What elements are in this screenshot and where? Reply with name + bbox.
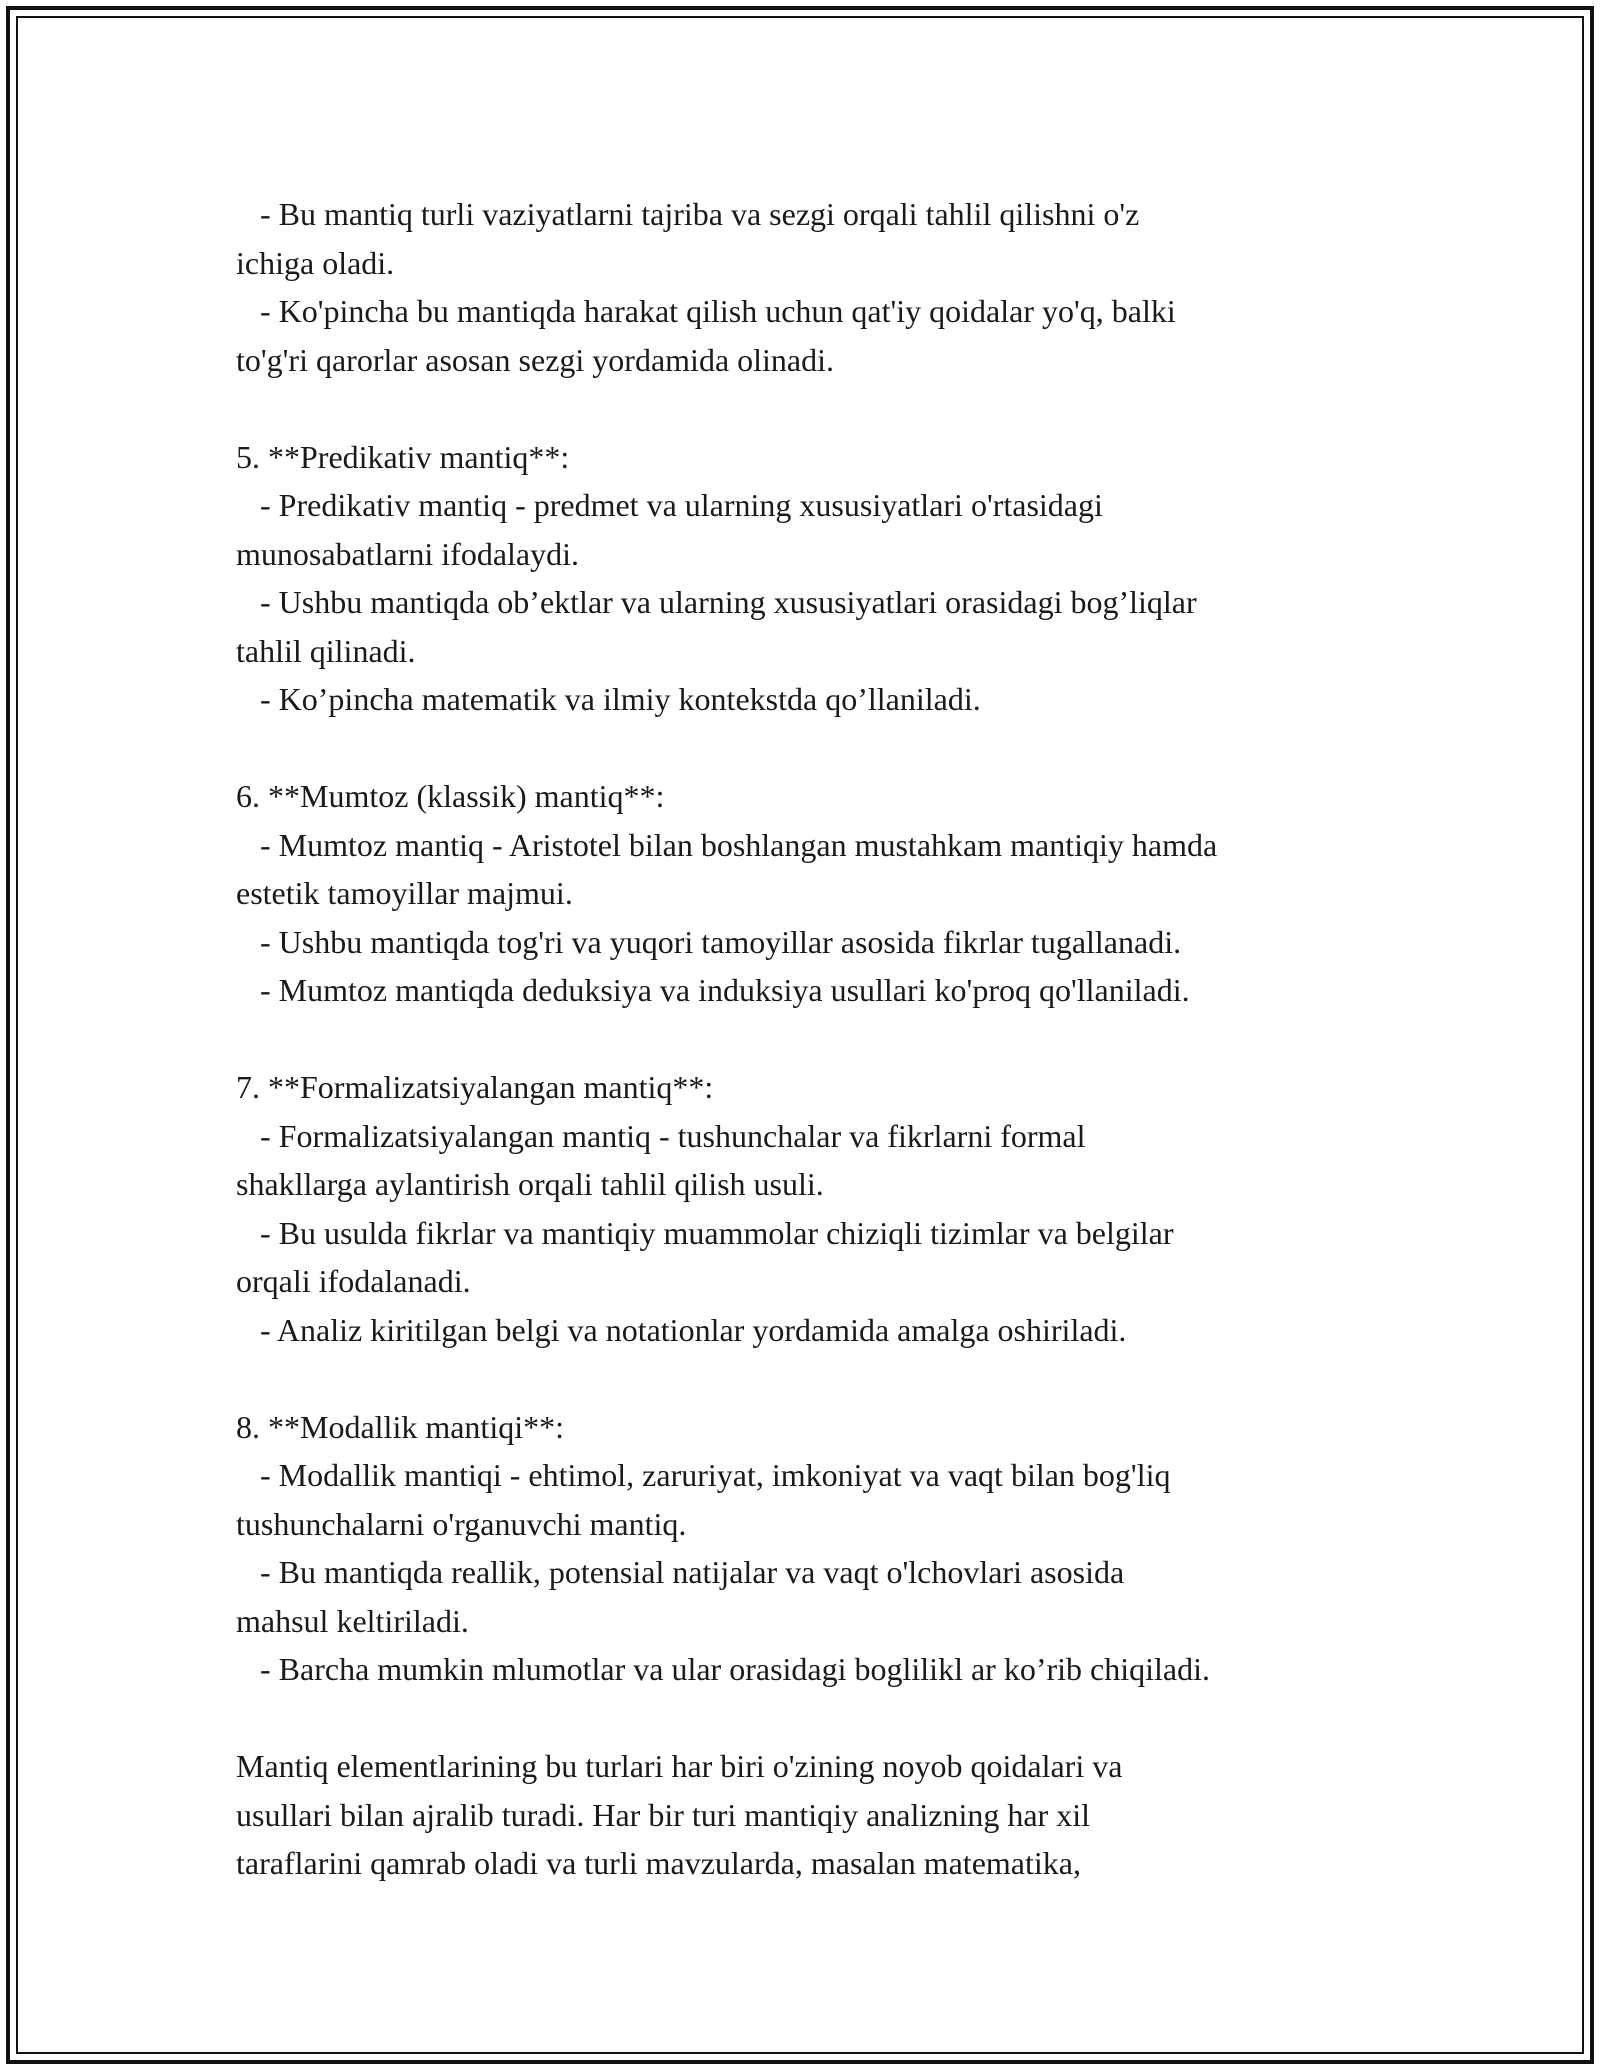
section-heading: 8. **Modallik mantiqi**: bbox=[236, 1408, 564, 1445]
text-line: - Ushbu mantiqda tog'ri va yuqori tamoyillar asosida fikrlar tugallanadi. bbox=[236, 923, 1182, 960]
text-line: - Barcha mumkin mlumotlar va ular orasidagi boglilikl ar ko’rib chiqiladi. bbox=[236, 1651, 1210, 1687]
text-line: - Modallik mantiqi - ehtimol, zaruriyat, imkoniyat va vaqt bilan bog'liq bbox=[236, 1457, 1171, 1493]
text-line: mahsul keltiriladi. bbox=[236, 1602, 469, 1639]
paragraph-gap bbox=[236, 1354, 1416, 1403]
text-line: - Ko’pincha matematik va ilmiy kontekstda qo’llaniladi. bbox=[236, 681, 981, 717]
text-line: - Bu usulda fikrlar va mantiqiy muammolar chiziqli tizimlar va belgilar bbox=[236, 1214, 1174, 1251]
text-line: - Formalizatsiyalangan mantiq - tushunchalar va fikrlarni formal bbox=[236, 1117, 1086, 1154]
text-line: - Mumtoz mantiq - Aristotel bilan boshlangan mustahkam mantiqiy hamda bbox=[236, 826, 1218, 863]
text-line: - Ushbu mantiqda ob’ektlar va ularning xususiyatlari orasidagi bog’liqlar bbox=[236, 584, 1197, 620]
paragraph-gap bbox=[236, 384, 1416, 433]
paragraph-gap bbox=[236, 1694, 1416, 1743]
text-line: usullari bilan ajralib turadi. Har bir turi mantiqiy analizning har xil bbox=[236, 1796, 1090, 1833]
text-line: - Predikativ mantiq - predmet va ularning xususiyatlari o'rtasidagi bbox=[236, 487, 1103, 523]
text-line: orqali ifodalanadi. bbox=[236, 1263, 471, 1299]
text-line: tahlil qilinadi. bbox=[236, 632, 416, 669]
text-line: taraflarini qamrab oladi va turli mavzularda, masalan matematika, bbox=[236, 1845, 1081, 1881]
text-line: - Bu mantiqda reallik, potensial natijalar va vaqt o'lchovlari asosida bbox=[236, 1554, 1125, 1590]
section-heading: 5. **Predikativ mantiq**: bbox=[236, 438, 570, 475]
paragraph-gap bbox=[236, 1015, 1416, 1064]
section-heading: 6. **Mumtoz (klassik) mantiq**: bbox=[236, 778, 665, 814]
text-line: tushunchalarni o'rganuvchi mantiq. bbox=[236, 1505, 687, 1542]
document-body bbox=[236, 190, 1416, 1888]
text-line: Mantiq elementlarining bu turlari har biri o'zining noyob qoidalari va bbox=[236, 1748, 1123, 1784]
text-line: - Ko'pincha bu mantiqda harakat qilish uchun qat'iy qoidalar yo'q, balki bbox=[236, 293, 1176, 329]
text-line: shakllarga aylantirish orqali tahlil qilish usuli. bbox=[236, 1166, 824, 1202]
text-line: estetik tamoyillar majmui. bbox=[236, 875, 573, 911]
text-line: to'g'ri qarorlar asosan sezgi yordamida olinadi. bbox=[236, 341, 835, 378]
paragraph-gap bbox=[236, 724, 1416, 773]
text-line: ichiga oladi. bbox=[236, 244, 395, 281]
text-line: munosabatlarni ifodalaydi. bbox=[236, 535, 580, 572]
text-line: - Mumtoz mantiqda deduksiya va induksiya usullari ko'proq qo'llaniladi. bbox=[236, 972, 1190, 1008]
text-line: - Bu mantiq turli vaziyatlarni tajriba va sezgi orqali tahlil qilishni o'z bbox=[236, 196, 1140, 232]
section-heading: 7. **Formalizatsiyalangan mantiq**: bbox=[236, 1069, 714, 1105]
text-line: - Analiz kiritilgan belgi va notationlar yordamida amalga oshiriladi. bbox=[236, 1311, 1127, 1348]
